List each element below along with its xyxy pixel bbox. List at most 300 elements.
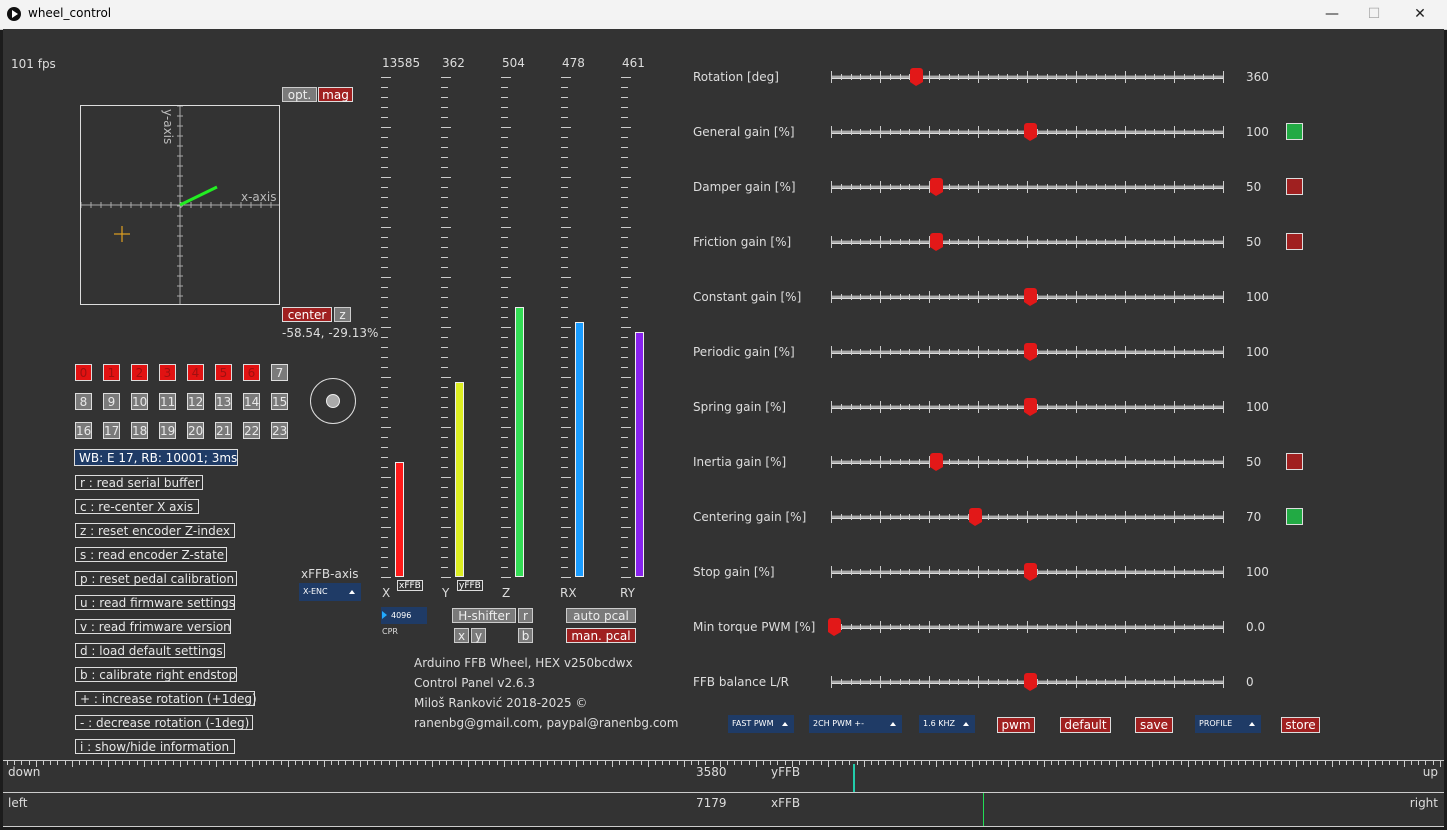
slider-thumb-2[interactable] — [930, 178, 943, 192]
slider-tick — [1037, 679, 1038, 685]
scale-tick — [561, 507, 568, 508]
strip-tick — [468, 761, 469, 767]
slider-tick — [831, 566, 832, 578]
scale-tick — [561, 567, 568, 568]
slider-tick — [1056, 569, 1057, 575]
slider-tick — [1164, 679, 1165, 685]
slider-tick — [1105, 294, 1106, 300]
scale-tick — [621, 547, 628, 548]
slider-thumb-3[interactable] — [930, 233, 943, 247]
axis-name-rx: RX — [560, 586, 577, 600]
strip-tick — [108, 761, 109, 767]
joystick-button-19: 19 — [160, 424, 176, 438]
slider-tick — [1037, 74, 1038, 80]
scale-tick — [501, 207, 508, 208]
slider-tick — [1154, 404, 1155, 410]
pwm-button[interactable]: pwm — [997, 717, 1035, 733]
scale-tick — [561, 427, 571, 428]
slider-tick — [929, 401, 930, 413]
slider-tick — [1007, 74, 1008, 80]
slider-tick — [958, 569, 959, 575]
slider-tick — [929, 126, 930, 138]
strip-tick — [1375, 761, 1376, 765]
slider-tick — [1164, 459, 1165, 465]
slider-tick — [851, 184, 852, 190]
strip-tick — [266, 761, 267, 765]
scale-tick — [501, 217, 508, 218]
effect-toggle-3[interactable] — [1286, 233, 1303, 250]
info-line-firmware: Arduino FFB Wheel, HEX v250bcdwx — [414, 656, 633, 670]
slider-tick — [919, 569, 920, 575]
slider-tick — [958, 129, 959, 135]
axis-name-x: X — [382, 586, 391, 600]
scale-tick — [381, 577, 391, 578]
slider-tick — [988, 624, 989, 630]
axis-value-x: 13585 — [382, 56, 421, 70]
scale-tick — [501, 367, 508, 368]
slider-tick — [890, 239, 891, 245]
slider-tick — [919, 679, 920, 685]
strip-tick — [403, 761, 404, 765]
slider-tick — [1086, 349, 1087, 355]
slider-label-5: Periodic gain [%] — [693, 345, 795, 359]
slider-thumb-10[interactable] — [828, 618, 841, 632]
z-button[interactable]: z — [334, 307, 351, 322]
command-button-b[interactable]: b : calibrate right endstop — [75, 667, 237, 682]
scale-tick — [561, 337, 568, 338]
pwm-mode-dropdown[interactable] — [728, 715, 794, 733]
slider-tick — [1066, 514, 1067, 520]
slider-tick — [1086, 459, 1087, 465]
slider-tick — [1184, 569, 1185, 575]
command-button-d[interactable]: d : load default settings — [75, 643, 225, 658]
slider-tick — [939, 129, 940, 135]
slider-tick — [900, 184, 901, 190]
scale-tick — [621, 567, 628, 568]
strip-tick — [1274, 761, 1275, 765]
axis-bar-rx — [575, 322, 584, 577]
slider-thumb-7[interactable] — [930, 453, 943, 467]
slider-thumb-9[interactable] — [1024, 563, 1037, 577]
slider-thumb-4[interactable] — [1024, 288, 1037, 302]
strip-tick — [741, 761, 742, 765]
scale-tick — [621, 557, 628, 558]
slider-tick — [870, 679, 871, 685]
slider-tick — [968, 459, 969, 465]
xy-plot[interactable] — [80, 105, 280, 305]
scale-tick — [621, 77, 631, 78]
slider-tick — [890, 624, 891, 630]
command-button-u[interactable]: u : read firmware settings — [75, 595, 235, 610]
scale-tick — [441, 97, 448, 98]
scale-tick — [381, 317, 388, 318]
slider-tick — [1037, 514, 1038, 520]
slider-tick — [1037, 624, 1038, 630]
slider-tick — [1194, 239, 1195, 245]
slider-tick — [958, 74, 959, 80]
command-button-v[interactable]: v : read frimware version — [75, 619, 231, 634]
minimize-button[interactable]: — — [1325, 6, 1339, 22]
strip-tick — [497, 761, 498, 765]
strip-tick — [137, 761, 138, 765]
slider-tick — [1017, 239, 1018, 245]
strip-tick — [417, 761, 418, 765]
strip-tick — [360, 761, 361, 767]
scale-tick — [621, 387, 628, 388]
shifter-r-button[interactable]: r — [518, 608, 533, 623]
slider-tick — [978, 566, 979, 578]
scale-tick — [501, 247, 508, 248]
effect-toggle-2[interactable] — [1286, 178, 1303, 195]
command-button-r[interactable]: r : read serial buffer — [75, 475, 203, 490]
close-button[interactable]: ✕ — [1414, 6, 1426, 22]
slider-tick — [929, 621, 930, 633]
scale-tick — [561, 177, 571, 178]
window-title: wheel_control — [28, 6, 112, 20]
center-button[interactable]: center — [282, 307, 332, 322]
slider-tick — [1027, 621, 1028, 633]
opt-button[interactable]: opt. — [282, 87, 317, 102]
slider-tick — [831, 456, 832, 468]
command-button-+[interactable]: + : increase rotation (+1deg) — [75, 691, 255, 706]
default-button[interactable]: default — [1060, 717, 1111, 733]
slider-label-11: FFB balance L/R — [693, 675, 789, 689]
scale-tick — [501, 187, 508, 188]
pwm-channels-value: 2CH PWM +- — [813, 719, 865, 728]
scale-tick — [621, 207, 628, 208]
strip-tick — [410, 761, 411, 765]
axis-scale-x — [381, 77, 391, 577]
slider-tick — [1096, 514, 1097, 520]
strip-tick — [129, 761, 130, 765]
strip-tick — [734, 761, 735, 765]
slider-tick — [1086, 404, 1087, 410]
slider-tick — [880, 511, 881, 523]
maximize-button[interactable]: ☐ — [1367, 6, 1381, 22]
slider-tick — [1007, 239, 1008, 245]
pwm-channels-dropdown[interactable] — [809, 715, 902, 733]
shifter-b-button[interactable]: b — [518, 628, 533, 643]
slider-tick — [1076, 676, 1077, 688]
slider-tick — [1086, 679, 1087, 685]
slider-label-10: Min torque PWM [%] — [693, 620, 816, 634]
strip-tick — [1080, 761, 1081, 767]
strip-tick — [763, 761, 764, 765]
slider-tick — [860, 514, 861, 520]
slider-tick — [909, 184, 910, 190]
strip-tick — [1022, 761, 1023, 765]
slider-tick — [1223, 291, 1224, 303]
strip-tick — [1245, 761, 1246, 765]
scale-tick — [561, 397, 568, 398]
slider-tick — [831, 71, 832, 83]
shifter-y-button[interactable]: y — [471, 628, 486, 643]
axis-name-ry: RY — [620, 586, 635, 600]
strip-tick — [547, 761, 548, 765]
scale-tick — [621, 157, 628, 158]
scale-tick — [561, 417, 568, 418]
scale-tick — [441, 147, 448, 148]
slider-tick — [1203, 129, 1204, 135]
slider-tick — [1145, 624, 1146, 630]
strip-tick — [921, 761, 922, 765]
slider-tick — [870, 74, 871, 80]
strip-tick — [158, 761, 159, 765]
slider-tick — [1135, 184, 1136, 190]
slider-tick — [1135, 294, 1136, 300]
mag-button[interactable]: mag — [318, 87, 353, 102]
slider-tick — [998, 239, 999, 245]
scale-tick — [621, 527, 631, 528]
slider-tick — [900, 74, 901, 80]
scale-tick — [621, 457, 628, 458]
slider-tick — [1213, 239, 1214, 245]
scale-tick — [621, 167, 628, 168]
slider-tick — [1174, 236, 1175, 248]
strip-tick — [1353, 761, 1354, 765]
frequency-dropdown[interactable] — [919, 715, 975, 733]
joystick-button-13: 13 — [216, 395, 232, 409]
slider-tick — [1203, 679, 1204, 685]
scale-tick — [621, 427, 631, 428]
slider-tick — [919, 294, 920, 300]
chevron-up-icon — [349, 590, 355, 594]
profile-dropdown[interactable] — [1195, 715, 1261, 733]
scale-tick — [621, 97, 628, 98]
slider-tick — [949, 679, 950, 685]
effect-toggle-8[interactable] — [1286, 508, 1303, 525]
strip-tick — [1152, 761, 1153, 767]
slider-label-2: Damper gain [%] — [693, 180, 796, 194]
strip-tick — [626, 761, 627, 765]
slider-tick — [939, 569, 940, 575]
slider-tick — [1115, 569, 1116, 575]
scale-tick — [621, 307, 628, 308]
man-pcal-button[interactable]: man. pcal — [566, 628, 636, 643]
strip-tick — [842, 761, 843, 765]
slider-tick — [909, 459, 910, 465]
strip-tick — [439, 761, 440, 765]
cpr-input[interactable] — [381, 607, 427, 624]
scale-tick — [621, 247, 628, 248]
scale-tick — [501, 427, 511, 428]
strip-tick — [302, 761, 303, 765]
scale-tick — [381, 207, 388, 208]
store-button[interactable]: store — [1281, 717, 1320, 733]
strip-tick — [1008, 761, 1009, 767]
slider-tick — [1125, 291, 1126, 303]
slider-tick — [841, 184, 842, 190]
slider-tick — [1105, 404, 1106, 410]
slider-tick — [1096, 294, 1097, 300]
scale-tick — [441, 517, 448, 518]
command-button-c[interactable]: c : re-center X axis — [75, 499, 199, 514]
scale-tick — [441, 417, 448, 418]
save-button[interactable]: save — [1135, 717, 1173, 733]
scale-tick — [381, 287, 388, 288]
command-button-i[interactable]: i : show/hide information — [75, 739, 235, 754]
slider-tick — [998, 129, 999, 135]
slider-tick — [1115, 184, 1116, 190]
scale-tick — [621, 407, 628, 408]
strip-tick — [993, 761, 994, 765]
slider-tick — [1096, 459, 1097, 465]
shifter-x-button[interactable]: x — [454, 628, 469, 643]
slider-tick — [890, 459, 891, 465]
slider-tick — [1047, 239, 1048, 245]
slider-tick — [1017, 459, 1018, 465]
slider-tick — [1066, 679, 1067, 685]
slider-tick — [988, 459, 989, 465]
slider-tick — [870, 514, 871, 520]
scale-tick — [381, 567, 388, 568]
scale-tick — [381, 327, 391, 328]
slider-tick — [900, 294, 901, 300]
strip-tick — [1123, 761, 1124, 765]
strip-tick — [1411, 761, 1412, 765]
slider-tick — [1027, 71, 1028, 83]
scale-tick — [501, 97, 508, 98]
slider-tick — [968, 294, 969, 300]
slider-tick — [851, 679, 852, 685]
slider-tick — [1086, 239, 1087, 245]
strip-tick — [569, 761, 570, 765]
chevron-up-icon — [963, 722, 969, 726]
joystick-button-15: 15 — [272, 395, 288, 409]
slider-tick — [1056, 294, 1057, 300]
slider-tick — [1037, 294, 1038, 300]
h-shifter-button[interactable]: H-shifter — [452, 608, 516, 623]
slider-tick — [1096, 239, 1097, 245]
auto-pcal-button[interactable]: auto pcal — [566, 608, 636, 623]
slider-tick — [1047, 349, 1048, 355]
strip-tick — [950, 761, 951, 765]
slider-tick — [1066, 129, 1067, 135]
slider-thumb-8[interactable] — [969, 508, 982, 522]
slider-tick — [968, 239, 969, 245]
slider-tick — [929, 566, 930, 578]
slider-tick — [1203, 514, 1204, 520]
slider-tick — [1115, 679, 1116, 685]
command-button--[interactable]: - : decrease rotation (-1deg) — [75, 715, 253, 730]
slider-tick — [1154, 459, 1155, 465]
command-button-z[interactable]: z : reset encoder Z-index — [75, 523, 235, 538]
scale-tick — [441, 507, 448, 508]
slider-tick — [1184, 679, 1185, 685]
scale-tick — [441, 337, 448, 338]
slider-thumb-5[interactable] — [1024, 343, 1037, 357]
scale-tick — [561, 297, 568, 298]
strip-tick — [230, 761, 231, 765]
slider-tick — [939, 624, 940, 630]
slider-tick — [958, 679, 959, 685]
scale-tick — [561, 137, 568, 138]
scale-tick — [561, 527, 571, 528]
slider-tick — [909, 129, 910, 135]
strip-tick — [1195, 761, 1196, 765]
slider-tick — [909, 404, 910, 410]
scale-tick — [501, 317, 508, 318]
command-button-s[interactable]: s : read encoder Z-state — [75, 547, 227, 562]
scale-tick — [441, 247, 448, 248]
scale-tick — [561, 327, 571, 328]
slider-tick — [1076, 346, 1077, 358]
slider-tick — [1154, 514, 1155, 520]
profile-value: PROFILE — [1199, 719, 1233, 728]
strip-tick — [525, 761, 526, 765]
slider-tick — [860, 679, 861, 685]
strip-tick — [1346, 761, 1347, 765]
slider-tick — [1213, 624, 1214, 630]
strip-tick — [835, 761, 836, 765]
joystick-button-6: 6 — [243, 364, 260, 381]
strip-tick — [900, 761, 901, 767]
effect-toggle-1[interactable] — [1286, 123, 1303, 140]
effect-toggle-7[interactable] — [1286, 453, 1303, 470]
slider-tick — [1007, 184, 1008, 190]
scale-tick — [621, 217, 628, 218]
scale-tick — [561, 207, 568, 208]
xffb-axis-dropdown[interactable] — [299, 583, 361, 601]
slider-tick — [880, 291, 881, 303]
scale-tick — [441, 527, 451, 528]
strip-tick — [381, 761, 382, 765]
slider-tick — [1174, 71, 1175, 83]
slider-tick — [988, 404, 989, 410]
axis-value-y: 362 — [442, 56, 465, 70]
joystick-button-0: 0 — [75, 364, 92, 381]
slider-tick — [958, 514, 959, 520]
axis-badge-x[interactable]: xFFB — [399, 581, 421, 591]
slider-tick — [1066, 184, 1067, 190]
slider-tick — [851, 74, 852, 80]
slider-tick — [919, 239, 920, 245]
strip-tick — [1418, 761, 1419, 765]
slider-label-9: Stop gain [%] — [693, 565, 775, 579]
slider-tick — [1105, 184, 1106, 190]
slider-tick — [860, 294, 861, 300]
scale-tick — [441, 217, 448, 218]
slider-value-8: 70 — [1246, 510, 1262, 524]
slider-thumb-0[interactable] — [910, 68, 923, 82]
scale-tick — [501, 167, 508, 168]
slider-tick — [841, 459, 842, 465]
scale-tick — [621, 537, 628, 538]
slider-tick — [870, 294, 871, 300]
strip-tick — [1382, 761, 1383, 765]
scale-tick — [381, 477, 391, 478]
strip-tick — [1397, 761, 1398, 765]
slider-tick — [1164, 624, 1165, 630]
slider-thumb-6[interactable] — [1024, 398, 1037, 412]
status-box: WB: E 17, RB: 10001; 3ms — [74, 449, 238, 466]
slider-thumb-11[interactable] — [1024, 673, 1037, 687]
slider-tick — [919, 514, 920, 520]
slider-tick — [841, 74, 842, 80]
slider-tick — [1145, 129, 1146, 135]
slider-tick — [1184, 624, 1185, 630]
slider-thumb-1[interactable] — [1024, 123, 1037, 137]
slider-tick — [978, 236, 979, 248]
slider-tick — [998, 184, 999, 190]
command-button-p[interactable]: p : reset pedal calibration — [75, 571, 237, 586]
strip-tick — [475, 761, 476, 765]
slider-tick — [1164, 129, 1165, 135]
strip-tick — [453, 761, 454, 765]
strip-tick — [338, 761, 339, 765]
scale-tick — [381, 127, 391, 128]
axis-badge-y[interactable]: yFFB — [459, 581, 481, 591]
